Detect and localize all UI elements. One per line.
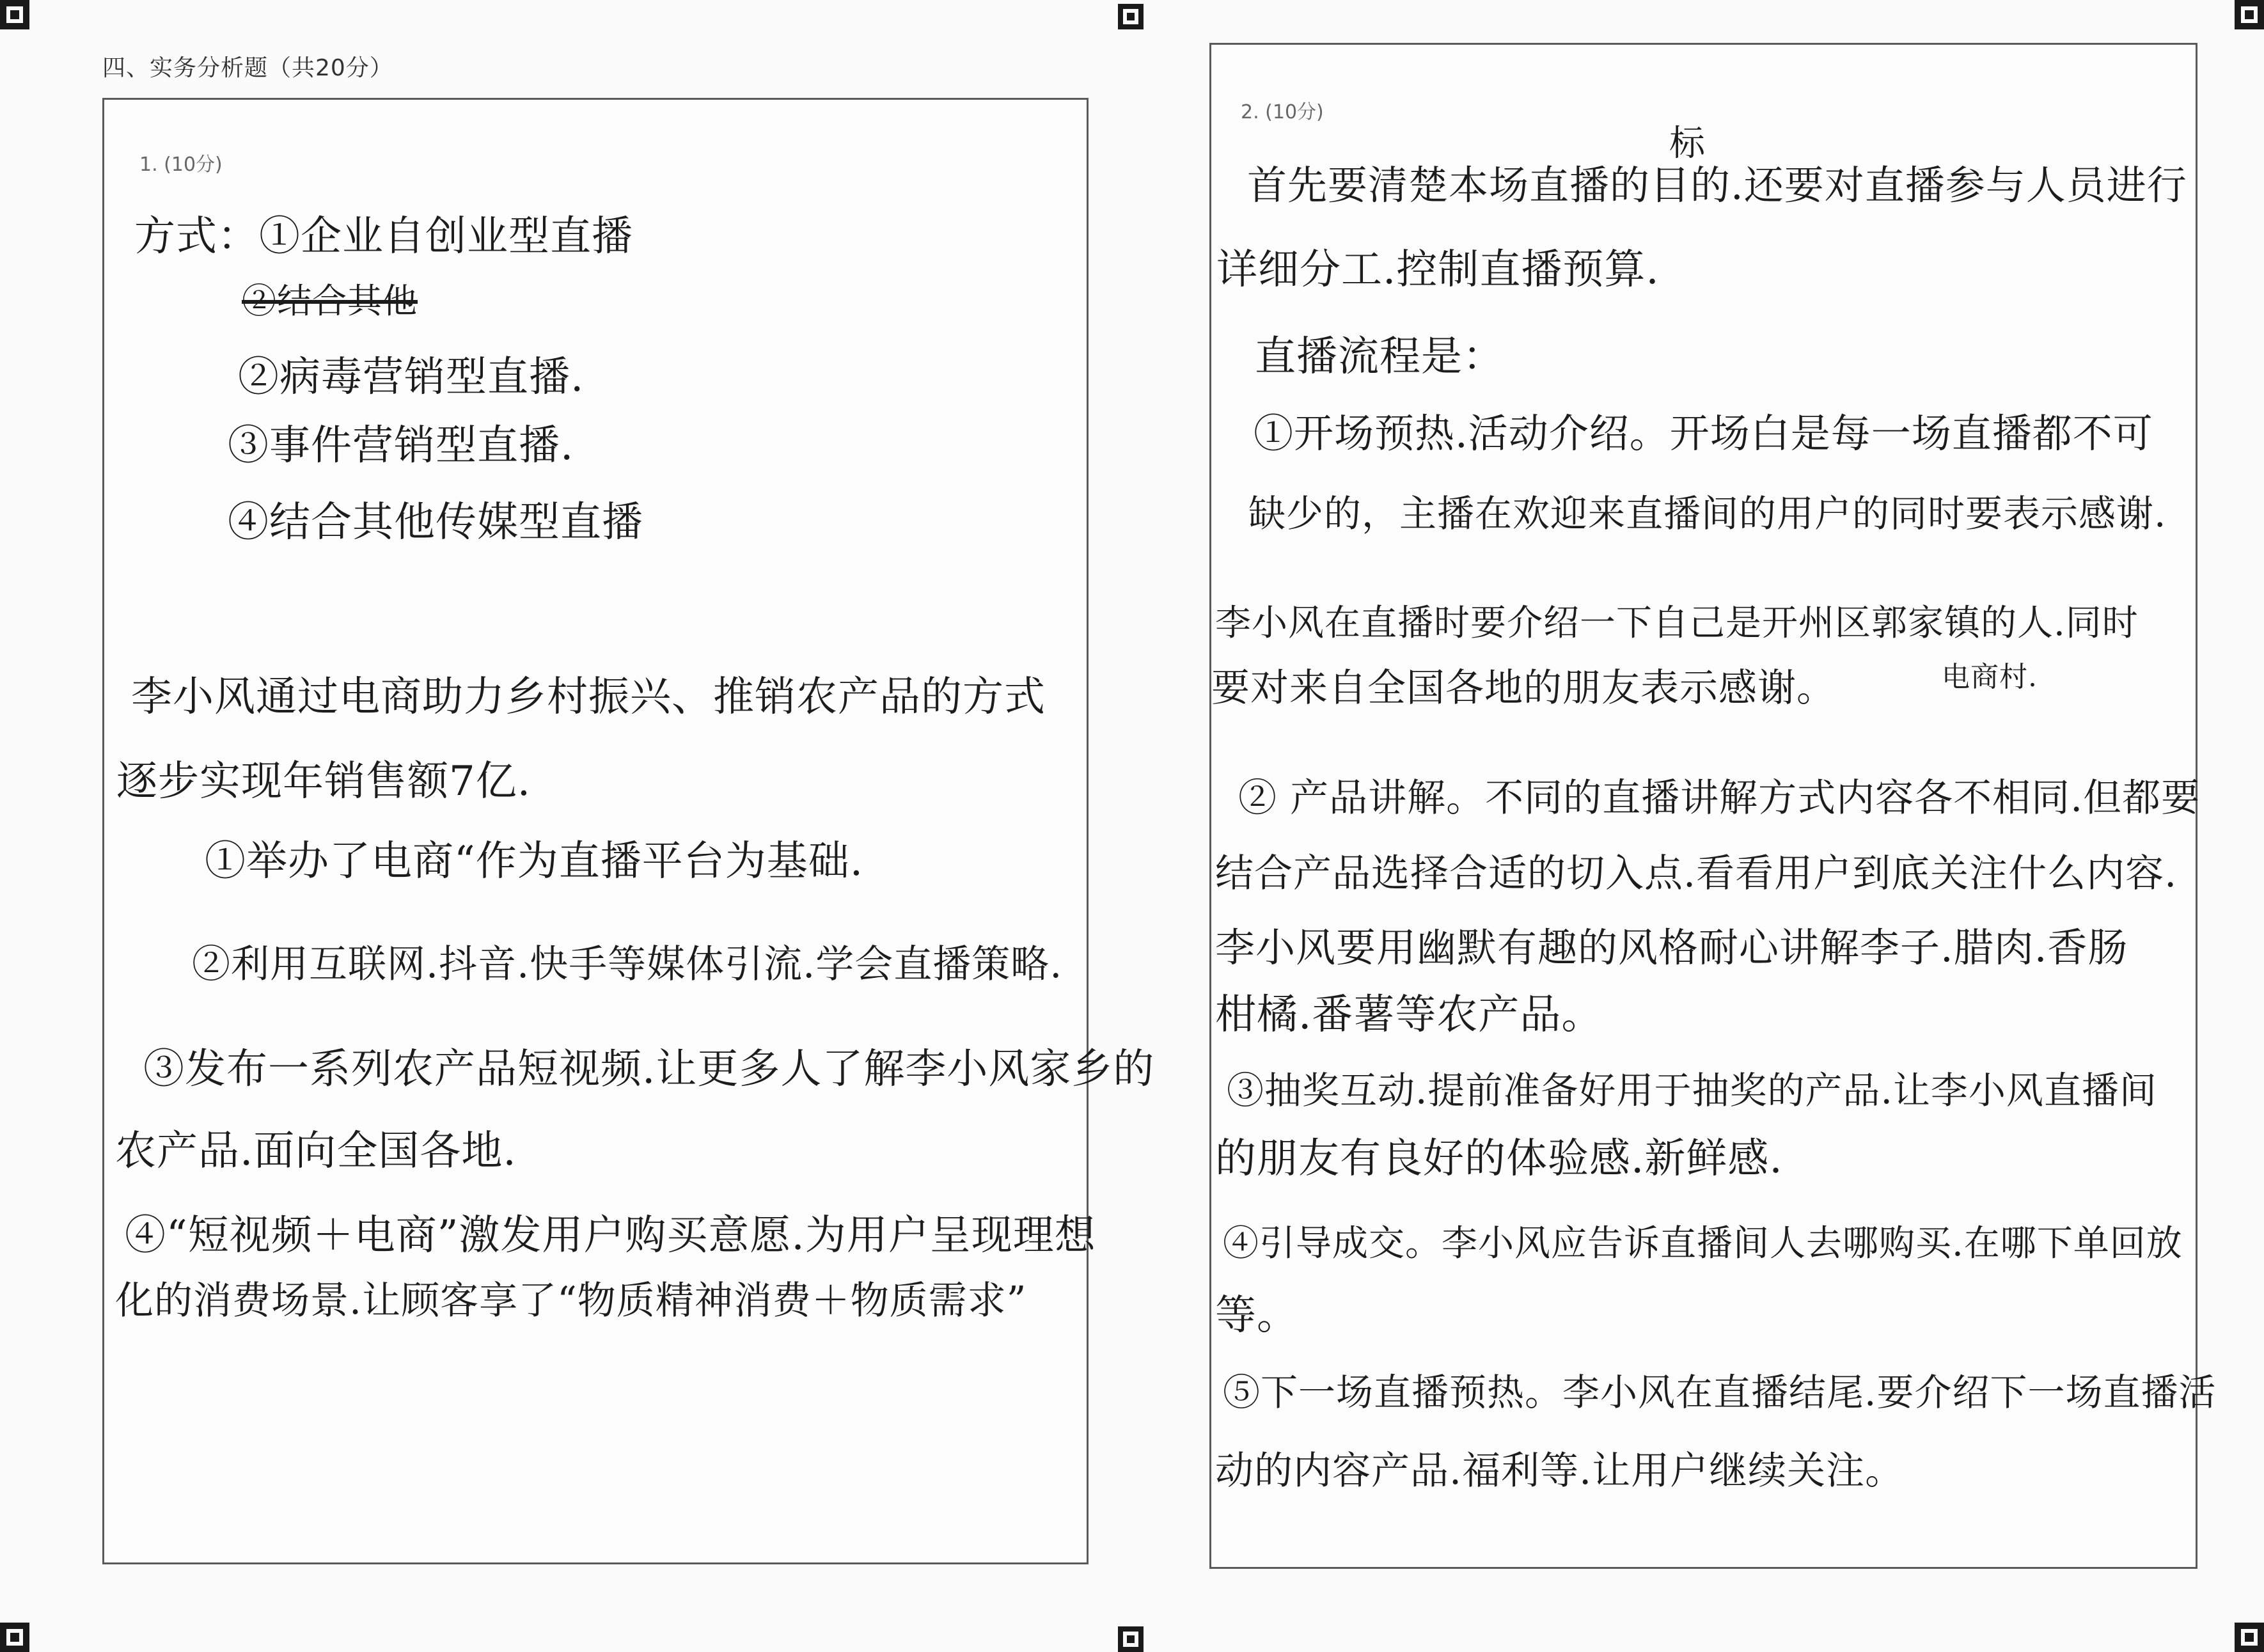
handwritten-line: ④结合其他传媒型直播 bbox=[228, 499, 643, 546]
handwritten-line: 直播流程是： bbox=[1255, 333, 1504, 381]
inserted-word: 标 bbox=[1669, 123, 1705, 164]
handwritten-line: 要对来自全国各地的朋友表示感谢。 bbox=[1211, 666, 1836, 711]
corner-marker-bottom-center bbox=[1118, 1626, 1144, 1652]
corner-marker-bottom-left bbox=[0, 1623, 29, 1652]
handwritten-line: 等。 bbox=[1215, 1292, 1298, 1339]
corner-marker-bottom-right bbox=[2235, 1623, 2264, 1652]
handwritten-line: ⑤下一场直播预热。李小风在直播结尾.要介绍下一场直播活 bbox=[1223, 1371, 2217, 1414]
question-1-label: 1. (10分) bbox=[139, 153, 223, 176]
handwritten-line: 柑橘.番薯等农产品。 bbox=[1215, 991, 1603, 1039]
inserted-note: 电商村. bbox=[1942, 661, 2038, 693]
handwritten-line: 缺少的，主播在欢迎来直播间的用户的同时要表示感谢. bbox=[1248, 492, 2167, 535]
handwritten-line: 首先要清楚本场直播的目的.还要对直播参与人员进行 bbox=[1247, 162, 2187, 208]
handwritten-line: ③抽奖互动.提前准备好用于抽奖的产品.让李小风直播间 bbox=[1227, 1069, 2157, 1112]
handwritten-line: ③发布一系列农产品短视频.让更多人了解李小风家乡的 bbox=[143, 1046, 1155, 1093]
handwritten-line: 李小风要用幽默有趣的风格耐心讲解李子.腊肉.香肠 bbox=[1215, 924, 2128, 971]
crossed-out-line: ②结合其他 bbox=[242, 281, 418, 321]
handwritten-line: ④引导成交。李小风应告诉直播间人去哪购买.在哪下单回放 bbox=[1223, 1223, 2183, 1264]
handwritten-line: 结合产品选择合适的切入点.看看用户到底关注什么内容. bbox=[1215, 851, 2178, 896]
handwritten-line: 化的消费场景.让顾客享了“物质精神消费＋物质需求” bbox=[115, 1278, 1027, 1323]
handwritten-line: ①举办了电商“作为直播平台为基础. bbox=[205, 838, 864, 885]
handwritten-line: 逐步实现年销售额7亿. bbox=[116, 758, 531, 805]
corner-marker-top-left bbox=[0, 0, 29, 29]
handwritten-line: ④“短视频＋电商”激发用户购买意愿.为用户呈现理想 bbox=[125, 1212, 1096, 1259]
corner-marker-top-center bbox=[1118, 4, 1144, 29]
corner-marker-top-right bbox=[2235, 0, 2264, 29]
handwritten-line: 李小风在直播时要介绍一下自己是开州区郭家镇的人.同时 bbox=[1215, 602, 2139, 644]
handwritten-line: 农产品.面向全国各地. bbox=[115, 1128, 517, 1175]
handwritten-line: 详细分工.控制直播预算. bbox=[1216, 246, 1660, 294]
handwritten-line: ② 产品讲解。不同的直播讲解方式内容各不相同.但都要 bbox=[1238, 776, 2201, 821]
handwritten-line: 李小风通过电商助力乡村振兴、推销农产品的方式 bbox=[131, 673, 1046, 721]
handwritten-line: ②利用互联网.抖音.快手等媒体引流.学会直播策略. bbox=[192, 942, 1063, 987]
section-heading: 四、实务分析题（共20分） bbox=[102, 55, 393, 81]
handwritten-line: 的朋友有良好的体验感.新鲜感. bbox=[1215, 1135, 1783, 1183]
handwritten-line: ②病毒营销型直播. bbox=[238, 354, 585, 401]
handwritten-line: ③事件营销型直播. bbox=[228, 422, 574, 469]
question-2-label: 2. (10分) bbox=[1241, 101, 1324, 123]
handwritten-line: 动的内容产品.福利等.让用户继续关注。 bbox=[1215, 1449, 1905, 1493]
handwritten-line: 方式：①企业自创业型直播 bbox=[134, 213, 633, 260]
handwritten-line: ①开场预热.活动介绍。开场白是每一场直播都不可 bbox=[1254, 410, 2153, 457]
